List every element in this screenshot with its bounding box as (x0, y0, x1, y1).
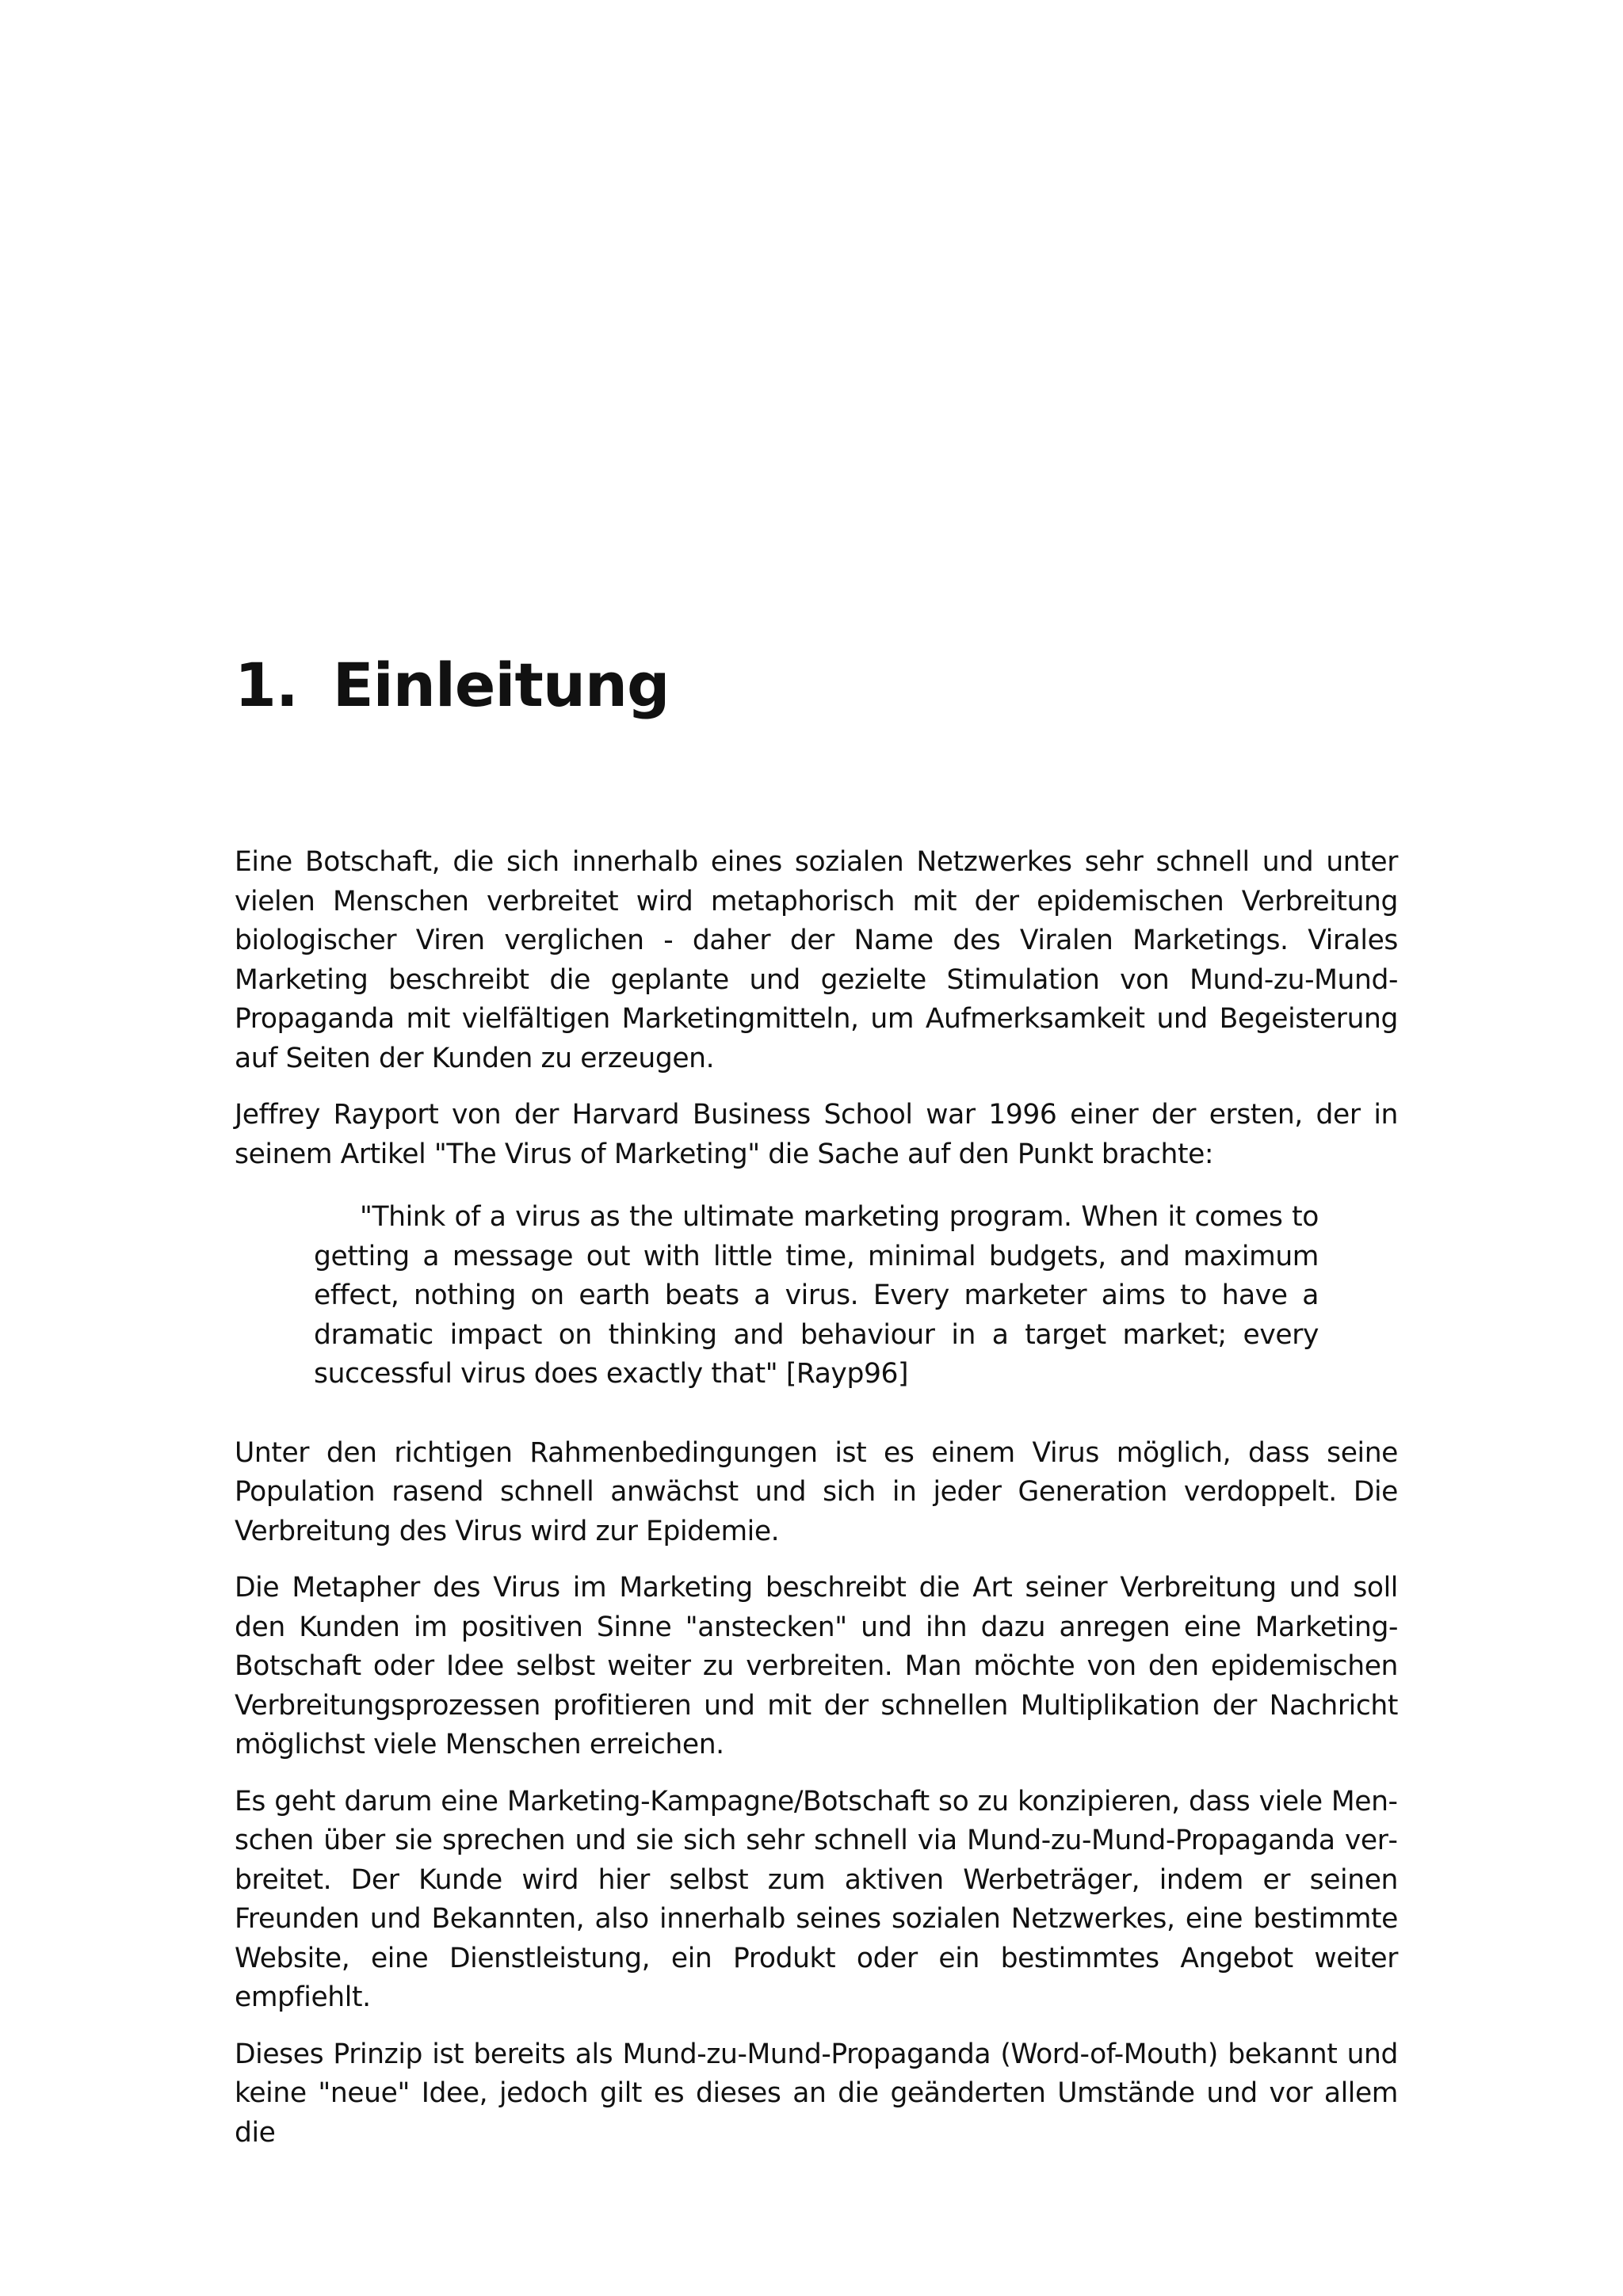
document-page (235, 0, 1398, 2296)
chapter-title: Einleitung (332, 650, 670, 720)
paragraph-campaign: Es geht darum eine Marketing-Kampagne/Botschaft so zu konzipieren, dass viele Menschen über sie sprechen und sie sich sehr schnell via Mund-zu-Mund-Propaganda verbreitet. Der Kunde wird hier selbst zum aktiven Werbeträger, indem er seinen Freunden und Bekannten, also innerhalb seines sozialen Netzwerkes, eine bestimmte Website, eine Dienstleistung, ein Produkt oder ein bestimmtes Angebot weiter empfiehlt. (235, 1785, 1398, 2013)
paragraph-word-of-mouth: Dieses Prinzip ist bereits als Mund-zu-Mund-Propaganda (Word-of-Mouth) bekannt und keine "neue" Idee, jedoch gilt es dieses an die geänderten Umstände und vor allem die (235, 2038, 1398, 2149)
paragraph-rayport: Jeffrey Rayport von der Harvard Business School war 1996 einer der ersten, der in seinem Artikel "The Virus of Marketing" die Sache auf den Punkt brachte: (235, 1099, 1398, 1170)
chapter-heading (235, 646, 669, 725)
paragraph-metaphor: Die Metapher des Virus im Marketing beschreibt die Art seiner Verbreitung und soll den Kunden im positiven Sinne "anstecken" und ihn dazu anregen eine Marketing-Botschaft oder Idee selbst weiter zu verbreiten. Man möchte von den epidemischen Verbreitungsprozessen profitieren und mit der schnellen Multiplikation der Nachricht möglichst viele Menschen erreichen. (235, 1572, 1398, 1760)
chapter-body (235, 843, 1398, 2170)
paragraph-population: Unter den richtigen Rahmenbedingungen ist es einem Virus möglich, dass seine Population rasend schnell anwächst und sich in jeder Generation verdoppelt. Die Verbreitung des Virus wird zur Epidemie. (235, 1436, 1398, 1547)
rayport-quote: "Think of a virus as the ultimate marketing program. When it comes to getting a message out with little time, minimal budgets, and maximum effect, nothing on earth beats a virus. Every marketer aims to have a dramatic impact on thinking and behaviour in a target market; every successful virus does exactly that" [Rayp96] (314, 1201, 1319, 1390)
paragraph-intro: Eine Botschaft, die sich innerhalb eines sozialen Netzwerkes sehr schnell und unter vielen Menschen verbreitet wird metaphorisch mit der epidemischen Verbreitung biologischer Viren verglichen - daher der Name des Viralen Marketings. Virales Marketing beschreibt die geplante und gezielte Stimulation von Mund-zu-Mund-Propaganda mit vielfältigen Marketingmitteln, um Aufmerksamkeit und Begeisterung auf Seiten der Kunden zu erzeugen. (235, 846, 1398, 1074)
chapter-number: 1. (235, 650, 298, 720)
